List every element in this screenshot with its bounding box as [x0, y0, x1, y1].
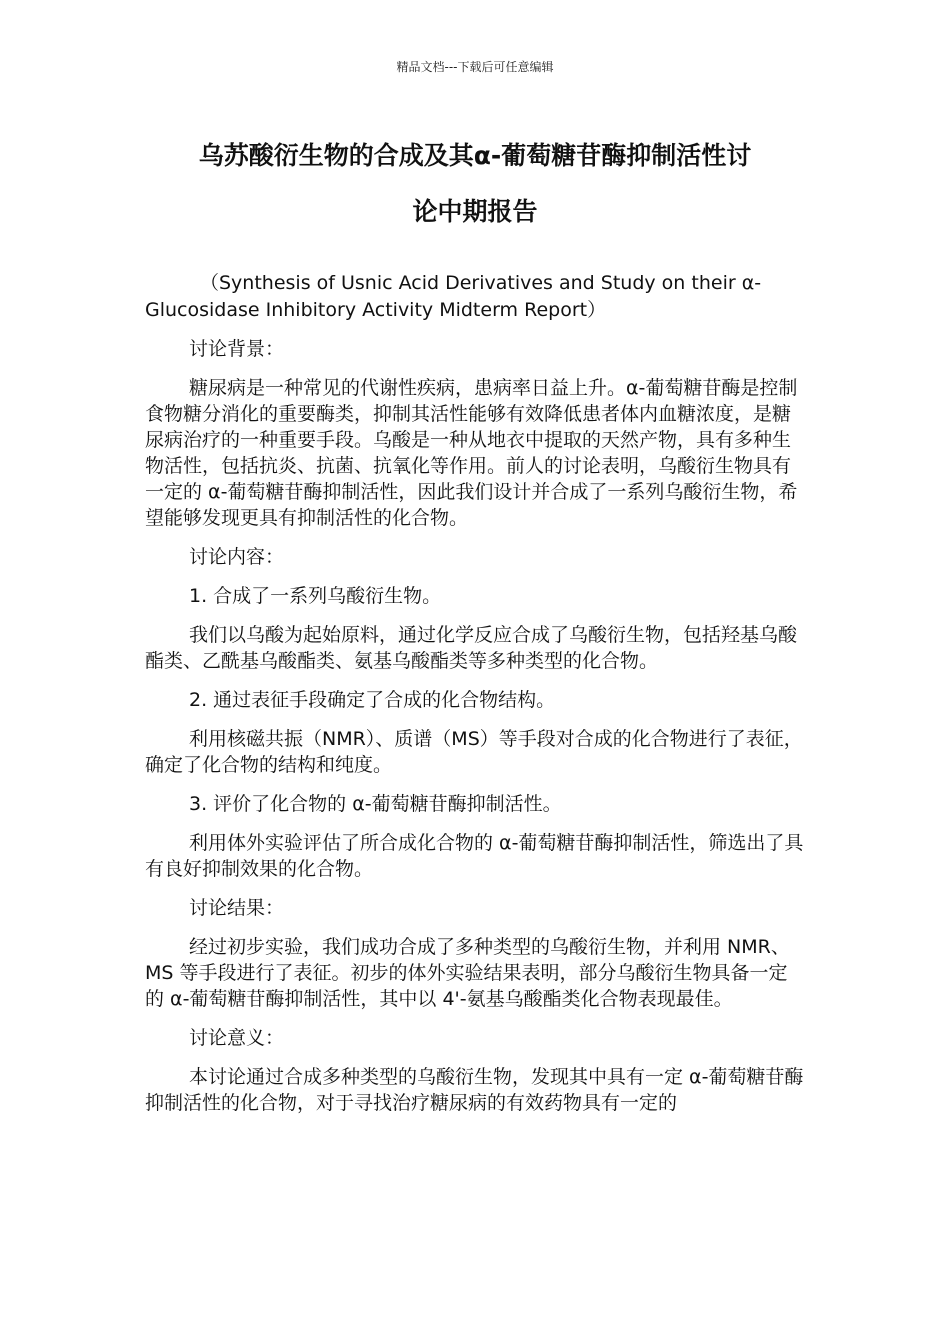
section-heading-significance: 讨论意义：: [189, 1027, 285, 1049]
paragraph-evaluation: 利用体外实验评估了所合成化合物的 α-葡萄糖苷酶抑制活性，筛选出了具有良好抑制效果的化合物。: [145, 832, 804, 880]
paragraph-background: 糖尿病是一种常见的代谢性疾病，患病率日益上升。α-葡萄糖苷酶是控制食物糖分消化的重要酶类，抑制其活性能够有效降低患者体内血糖浓度，是糖尿病治疗的一种重要手段。乌酸是一种从地衣中提取的天然产物，具有多种生物活性，包括抗炎、抗菌、抗氧化等作用。前人的讨论表明，乌酸衍生物具有一定的 α-葡萄糖苷酶抑制活性，因此我们设计并合成了一系列乌酸衍生物，希望能够发现更具有抑制活性的化合物。: [145, 377, 798, 529]
header-note: 精品文档---下载后可任意编辑: [396, 60, 554, 74]
paragraph-characterization: 利用核磁共振（NMR）、质谱（MS）等手段对合成的化合物进行了表征，确定了化合物的结构和纯度。: [145, 728, 803, 776]
document-body: [145, 270, 805, 1129]
title-line-2: 论中期报告: [412, 197, 538, 226]
document-title: [145, 128, 805, 240]
list-item-3: 3. 评价了化合物的 α-葡萄糖苷酶抑制活性。: [189, 793, 562, 815]
list-item-1: 1. 合成了一系列乌酸衍生物。: [189, 585, 442, 607]
paragraph-significance: 本讨论通过合成多种类型的乌酸衍生物，发现其中具有一定 α-葡萄糖苷酶抑制活性的化合物，对于寻找治疗糖尿病的有效药物具有一定的: [145, 1066, 804, 1114]
section-heading-results: 讨论结果：: [189, 897, 285, 919]
list-item-2: 2. 通过表征手段确定了合成的化合物结构。: [189, 689, 556, 711]
section-heading-background: 讨论背景：: [189, 338, 285, 360]
paragraph-synthesis: 我们以乌酸为起始原料，通过化学反应合成了乌酸衍生物，包括羟基乌酸酯类、乙酰基乌酸酯类、氨基乌酸酯类等多种类型的化合物。: [145, 624, 798, 672]
paragraph-results: 经过初步实验，我们成功合成了多种类型的乌酸衍生物，并利用 NMR、MS 等手段进行了表征。初步的体外实验结果表明，部分乌酸衍生物具备一定的 α-葡萄糖苷酶抑制活性，其中以 4'-氨基乌酸酯类化合物表现最佳。: [145, 936, 790, 1010]
title-line-1: 乌苏酸衍生物的合成及其α-葡萄糖苷酶抑制活性讨: [198, 141, 752, 170]
english-subtitle: （Synthesis of Usnic Acid Derivatives and Study on their α-Glucosidase Inhibitory Activity Midterm Report）: [145, 272, 762, 321]
section-heading-content: 讨论内容：: [189, 546, 285, 568]
